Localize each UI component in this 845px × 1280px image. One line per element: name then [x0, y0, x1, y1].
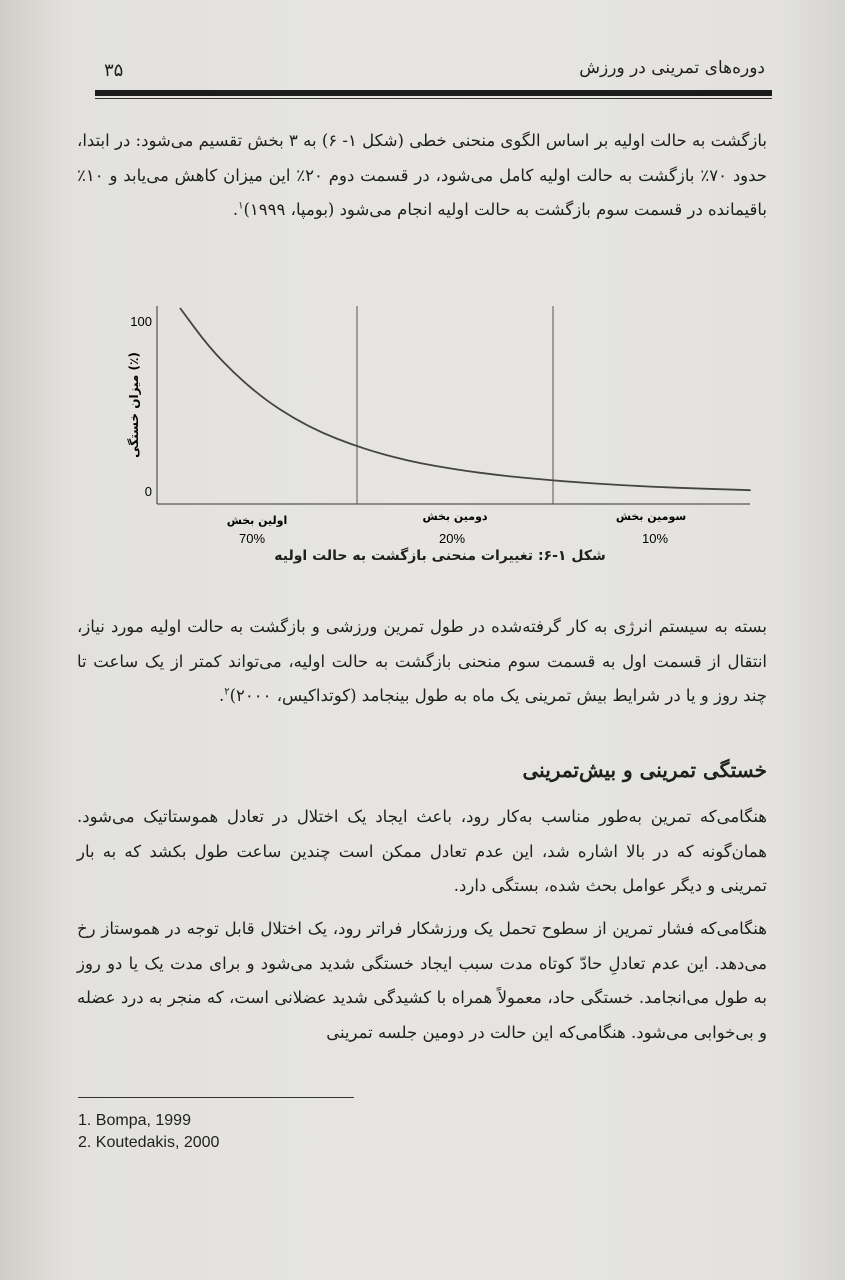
y-axis-label: میزان خستگی (٪) — [127, 352, 141, 458]
footnote-ref-1: ۱ — [238, 200, 244, 212]
y-tick-0: 0 — [144, 484, 152, 499]
paragraph-recovery-intro: بازگشت به حالت اولیه بر اساس الگوی منحنی خطی (شکل ۱- ۶) به ۳ بخش تقسیم می‌شود: در ابتدا، حدود ۷۰٪ بازگشت به حالت اولیه کامل می‌شود، در قسمت دوم ۲۰٪ این میزان کاهش می‌یابد و ۱۰٪ باقیمانده در قسمت سوم بازگشت به حالت اولیه انجام می‌شود (بومپا، ۱۹۹۹)$^۱$. — [77, 131, 768, 219]
section-heading: خستگی تمرینی و بیش‌تمرینی — [522, 758, 767, 782]
paragraph-homeostasis: هنگامی‌که تمرین به‌طور مناسب به‌کار رود، باعث ایجاد یک اختلال در تعادل هموستاتیک می‌شود. همان‌گونه که در بالا اشاره شد، این عدم تعادل ممکن است چندین ساعت طول بکشد که به بار تمرینی و دیگر عوامل بحث شده، بستگی دارد. — [77, 807, 767, 895]
recovery-curve-figure — [100, 298, 780, 588]
recovery-curve-chart — [100, 298, 780, 588]
footnote-rule — [78, 1097, 354, 1098]
section-label-3: سومین بخش — [615, 510, 687, 523]
page-number: ۳۵ — [104, 60, 124, 81]
section-label-2: دومین بخش — [422, 510, 488, 523]
paragraph-acute-fatigue: هنگامی‌که فشار تمرین از سطوح تحمل یک ورزشکار فراتر رود، یک اختلال قابل توجه در هموستاز رخ می‌دهد. این عدم تعادلِ حادّ کوتاه مدت سبب ایجاد خستگی شدید می‌شود و برای مدت یک یا دو روز به طول می‌انجامد. خستگی حاد، معمولاً همراه با کشیدگی شدید عضلانی است، که منجر به درد عضله و بی‌خوابی می‌شود. هنگامی‌که این حالت در دومین جلسه تمرینی — [77, 919, 767, 1042]
section-label-1: اولین بخش — [226, 514, 288, 527]
paragraph-text: بسته به سیستم انرژی به کار گرفته‌شده در طول تمرین ورزشی و بازگشت به حالت اولیه مورد نیاز، انتقال از قسمت اول به قسمت سوم منحنی بازگشت به حالت اولیه، می‌تواند کمتر از یک ساعت تا چند روز و یا در شرایط بیش تمرینی یک ماه به طول بینجامد (کوتداکیس، ۲۰۰۰) — [77, 617, 767, 705]
running-header-title: دوره‌های تمرینی در ورزش — [579, 58, 765, 78]
section-percent-1: 70% — [238, 531, 266, 546]
section-percent-3: 10% — [641, 531, 669, 546]
footnote-1: 1. Bompa, 1999 — [78, 1112, 191, 1129]
paragraph-text: بازگشت به حالت اولیه بر اساس الگوی منحنی خطی (شکل ۱- ۶) به ۳ بخش تقسیم می‌شود: در ابتدا، حدود ۷۰٪ بازگشت به حالت اولیه کامل می‌شود، در قسمت دوم ۲۰٪ این میزان کاهش می‌یابد و ۱۰٪ باقیمانده در قسمت سوم بازگشت به حالت اولیه انجام می‌شود (بومپا، ۱۹۹۹) — [77, 131, 768, 219]
section-percent-2: 20% — [438, 531, 466, 546]
recovery-curve-line — [180, 308, 750, 490]
footnote-ref-2: ۲ — [224, 686, 230, 698]
y-tick-100: 100 — [130, 314, 152, 329]
footnote-2: 2. Koutedakis, 2000 — [78, 1134, 220, 1151]
header-rule-thin — [95, 98, 772, 99]
header-rule — [95, 90, 772, 96]
paragraph-energy-system: بسته به سیستم انرژی به کار گرفته‌شده در طول تمرین ورزشی و بازگشت به حالت اولیه مورد نیاز، انتقال از قسمت اول به قسمت سوم منحنی بازگشت به حالت اولیه، می‌تواند کمتر از یک ساعت تا چند روز و یا در شرایط بیش تمرینی یک ماه به طول بینجامد (کوتداکیس، ۲۰۰۰)$^۲$. — [77, 617, 767, 705]
figure-caption: شکل ۱-۶: تغییرات منحنی بازگشت به حالت اولیه — [274, 548, 606, 564]
